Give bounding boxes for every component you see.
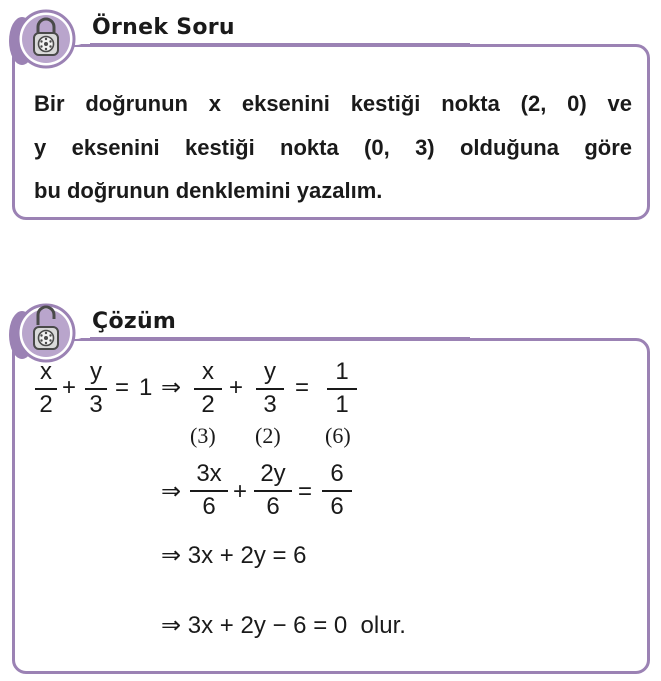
fraction-bar — [190, 490, 228, 492]
fraction-numerator: 3x — [196, 460, 222, 487]
fraction-denominator: 2 — [201, 391, 215, 418]
implies-arrow: ⇒ — [161, 478, 182, 505]
multiplier-label: (2) — [255, 423, 281, 448]
question-text-line: y eksenini kestiği nokta (0, 3) olduğuna göre — [34, 135, 632, 160]
fraction-bar — [322, 490, 352, 492]
fraction-denominator: 3 — [89, 391, 103, 418]
fraction-denominator: 1 — [335, 391, 349, 418]
solution-title-underline — [90, 337, 470, 339]
plus-sign: + — [229, 374, 244, 401]
fraction-denominator: 3 — [263, 391, 277, 418]
question-title: Örnek Soru — [92, 15, 235, 40]
question-text-line: bu doğrunun denklemini yazalım. — [34, 178, 383, 203]
fraction-numerator: y — [264, 358, 276, 385]
plus-sign: + — [233, 478, 248, 505]
multiplier-label: (6) — [325, 423, 351, 448]
combination-lock-open-icon — [4, 299, 88, 367]
implies-arrow: ⇒ — [161, 374, 182, 401]
fraction-bar — [194, 388, 222, 390]
rhs-value: 1 — [139, 374, 153, 401]
fraction-denominator: 6 — [266, 493, 280, 520]
solution-title: Çözüm — [92, 309, 177, 334]
fraction-numerator: 1 — [335, 358, 349, 385]
fraction-numerator: x — [202, 358, 214, 385]
fraction-numerator: 6 — [330, 460, 344, 487]
fraction-denominator: 6 — [202, 493, 216, 520]
question-title-underline — [90, 43, 470, 45]
equals-sign: = — [298, 478, 313, 505]
multiplier-label: (3) — [190, 423, 216, 448]
equation-line: ⇒ 3x + 2y − 6 = 0 olur. — [161, 612, 406, 639]
fraction-denominator: 6 — [330, 493, 344, 520]
fraction-bar — [327, 388, 357, 390]
fraction-numerator: x — [40, 358, 52, 385]
fraction-bar — [35, 388, 57, 390]
fraction-numerator: y — [90, 358, 102, 385]
plus-sign: + — [62, 374, 77, 401]
equals-sign: = — [295, 374, 310, 401]
fraction-bar — [256, 388, 284, 390]
fraction-bar — [85, 388, 107, 390]
fraction-denominator: 2 — [39, 391, 53, 418]
fraction-numerator: 2y — [260, 460, 286, 487]
fraction-bar — [254, 490, 292, 492]
equation-line: ⇒ 3x + 2y = 6 — [161, 542, 307, 569]
combination-lock-closed-icon — [4, 5, 88, 73]
equals-sign: = — [115, 374, 130, 401]
question-text-line: Bir doğrunun x eksenini kestiği nokta (2, 0) ve — [34, 91, 632, 116]
